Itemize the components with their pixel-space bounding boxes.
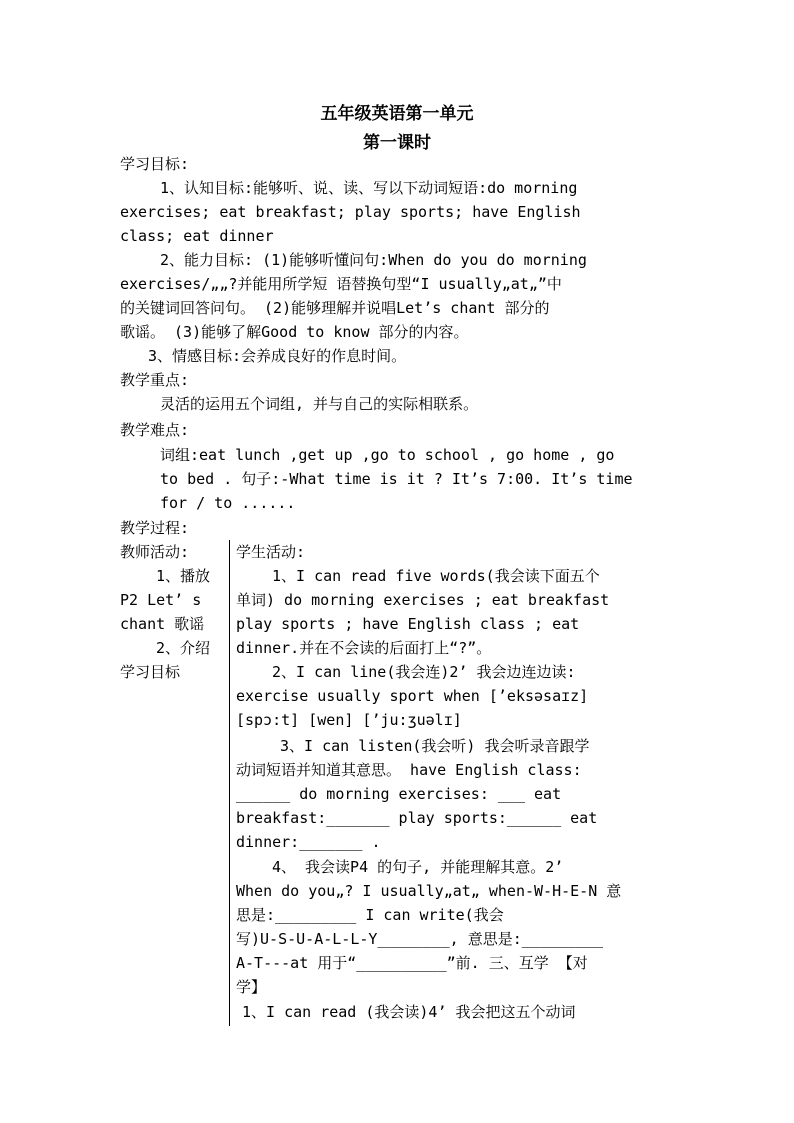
objective-line: 的关键词回答问句。 (2)能够理解并说唱Let’s chant 部分的 [120, 299, 550, 317]
student-line: 写)U-S-U-A-L-L-Y________, 意思是:_________ [236, 930, 604, 948]
student-line: [spɔ:t] [wen] [’ju:ʒuəlɪ] [236, 711, 462, 729]
objective-line: 歌谣。 (3)能够了解Good to know 部分的内容。 [120, 323, 469, 341]
teacher-line: 学习目标 [120, 663, 181, 681]
student-line: 单词) do morning exercises ; eat breakfast [236, 591, 610, 609]
student-line: exercise usually sport when [’eksəsaɪz] [236, 687, 589, 705]
difficult-line: to bed . 句子:-What time is it ? It’s 7:00. It’s time [160, 470, 633, 488]
teacher-line: chant 歌谣 [120, 615, 205, 633]
difficult-heading: 教学难点: [120, 421, 190, 439]
student-line: A-T---at 用于“__________”前. 三、互学 【对 [236, 954, 588, 972]
student-line: play sports ; have English class ; eat [236, 615, 580, 633]
process-heading: 教学过程: [120, 519, 190, 537]
teacher-line: P2 Let’ s [120, 591, 202, 609]
key-heading: 教学重点: [120, 371, 190, 389]
student-line: 4、 我会读P4 的句子, 并能理解其意。2’ [272, 858, 564, 876]
student-line: dinner:_______ . [236, 833, 381, 851]
student-line: ______ do morning exercises: ___ eat [236, 785, 562, 803]
student-line: 学】 [236, 978, 267, 996]
objective-line: 2、能力目标: (1)能够听懂问句:When do you do morning [160, 251, 587, 269]
student-line: 1、I can read five words(我会读下面五个 [272, 567, 600, 585]
objective-line: exercises; eat breakfast; play sports; have English [120, 203, 581, 221]
teacher-line: 2、介绍 [156, 639, 211, 657]
difficult-line: for / to ...... [160, 494, 296, 512]
student-line: 思是:_________ I can write(我会 [236, 906, 504, 924]
student-heading: 学生活动: [236, 543, 306, 561]
teacher-line: 1、播放 [156, 567, 211, 585]
student-line: 3、I can listen(我会听) 我会听录音跟学 [280, 737, 590, 755]
objectives-heading: 学习目标: [120, 155, 190, 173]
page-title: 五年级英语第一单元 [320, 104, 474, 124]
student-line: 2、I can line(我会连)2’ 我会边连边读: [272, 663, 576, 681]
objective-line: exercises/„„?并能用所学短 语替换句型“I usually„at„”中 [120, 275, 562, 293]
student-line: 动词短语并知道其意思。 have English class: [236, 761, 582, 779]
objective-line: class; eat dinner [120, 227, 274, 245]
teacher-heading: 教师活动: [120, 543, 190, 561]
student-line: When do you„? I usually„at„ when-W-H-E-N 意 [236, 882, 622, 900]
student-line: 1、I can read (我会读)4’ 我会把这五个动词 [242, 1003, 576, 1021]
objective-line: 3、情感目标:会养成良好的作息时间。 [148, 347, 407, 365]
student-line: dinner.并在不会读的后面打上“?”。 [236, 639, 492, 657]
student-line: breakfast:_______ play sports:______ eat [236, 809, 598, 827]
difficult-line: 词组:eat lunch ,get up ,go to school , go home , go [160, 446, 615, 464]
column-divider [229, 540, 230, 1026]
page-subtitle: 第一课时 [363, 133, 431, 153]
key-points: 灵活的运用五个词组, 并与自己的实际相联系。 [160, 395, 479, 413]
objective-line: 1、认知目标:能够听、说、读、写以下动词短语:do morning [160, 179, 578, 197]
